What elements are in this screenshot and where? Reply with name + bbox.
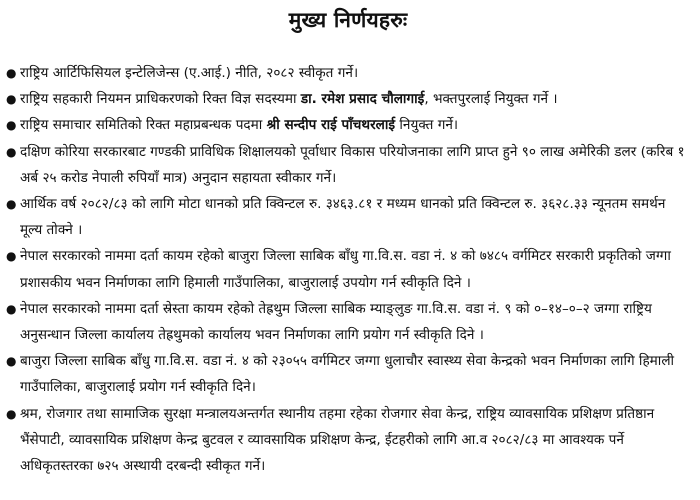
decision-item (6, 139, 690, 191)
decision-item (6, 60, 690, 86)
appointee-name: श्री सन्दीप राई पाँचथरलाई (266, 117, 396, 134)
decision-text: नियुक्त गर्ने। (395, 117, 459, 134)
bullet-icon: ● (6, 66, 17, 80)
decision-item (6, 86, 690, 112)
decision-item (6, 348, 690, 400)
decision-text: बाजुरा जिल्ला साबिक बाँधु गा.वि.स. वडा नं. ४ को २३०५५ वर्गमिटर जग्गा धुलाचौर स्वास्थ्य सेवा केन्द्रको भवन निर्माणका लागि हिमाली गाउँपालिका, बाजुरालाई प्रयोग गर्न स्वीकृति दिने। (20, 353, 675, 396)
decision-item (6, 401, 690, 480)
bullet-icon: ● (6, 118, 17, 133)
decision-text: नेपाल सरकारको नाममा दर्ता स्रेस्ता कायम रहेको तेह्रथुम जिल्ला साबिक म्याङ्लुङ गा.वि.स. वडा नं. ९ को ०–१४–०–२ जग्गा राष्ट्रिय अनुसन्धान जिल्ला कार्यालय तेह्रथुमको कार्यालय भवन निर्माणका लागि प्रयोग गर्न स्वीकृति दिने । (20, 300, 652, 344)
bullet-icon: ● (6, 301, 17, 316)
bullet-icon: ● (6, 197, 17, 212)
decision-text: नेपाल सरकारको नाममा दर्ता कायम रहेको बाजुरा जिल्ला साबिक बाँधु गा.वि.स. वडा नं. ४ को ७४८५ वर्गमिटर सरकारी प्रकृतिको जग्गा प्रशासकीय भवन निर्माणका लागि हिमाली गाउँपालिका, बाजुरालाई उपयोग गर्न स्वीकृति दिने । (20, 248, 671, 291)
appointee-name: डा. रमेश प्रसाद चौलागाई (300, 91, 425, 108)
bullet-icon: ● (6, 92, 17, 107)
decision-item (6, 243, 690, 295)
decision-list (6, 60, 690, 479)
decision-item (6, 112, 690, 138)
bullet-icon: ● (6, 354, 17, 369)
bullet-icon: ● (6, 249, 17, 264)
decision-text: श्रम, रोजगार तथा सामाजिक सुरक्षा मन्त्रालयअन्तर्गत स्थानीय तहमा रहेका रोजगार सेवा केन्द्र, राष्ट्रिय व्यावसायिक प्रशिक्षण प्रतिष्ठान भैंसेपाटी, व्यावसायिक प्रशिक्षण केन्द्र बुटवल र व्यावसायिक प्रशिक्षण केन्द्र, ईटहरीको लागि आ.व २०८२/८३ मा आवश्यक पर्ने अधिकृतस्तरका ७२५ अस्थायी दरबन्दी स्वीकृत गर्ने। (20, 405, 655, 475)
bullet-icon: ● (6, 144, 17, 159)
decision-text: राष्ट्रिय सहकारी नियमन प्राधिकरणको रिक्त विज्ञ सदस्यमा (20, 91, 301, 108)
decision-item (6, 191, 690, 243)
decision-text: राष्ट्रिय आर्टिफिसियल इन्टेलिजेन्स (ए.आई.) नीति, २०८२ स्वीकृत गर्ने। (20, 65, 359, 81)
decision-text: राष्ट्रिय समाचार समितिको रिक्त महाप्रबन्धक पदमा (20, 117, 267, 134)
decision-item (6, 296, 690, 348)
page-title: मुख्य निर्णयहरुः (288, 8, 408, 32)
decision-text: , भक्तपुरलाई नियुक्त गर्ने । (424, 91, 558, 108)
bullet-icon: ● (6, 406, 17, 421)
decision-text: आर्थिक वर्ष २०८२/८३ को लागि मोटा धानको प्रति क्विन्टल रु. ३४६३.८१ र मध्यम धानको प्रति क्विन्टल रु. ३६२८.३३ न्यूनतम समर्थन मूल्य तोक्ने । (20, 196, 666, 239)
decision-text: दक्षिण कोरिया सरकारबाट गण्डकी प्राविधिक शिक्षालयको पूर्वाधार विकास परियोजनाका लागि प्राप्त हुने ९० लाख अमेरिकी डलर (करिब १ अर्ब २५ करोड नेपाली रुपियाँ मात्र) अनुदान सहायता स्वीकार गर्ने। (20, 143, 685, 186)
